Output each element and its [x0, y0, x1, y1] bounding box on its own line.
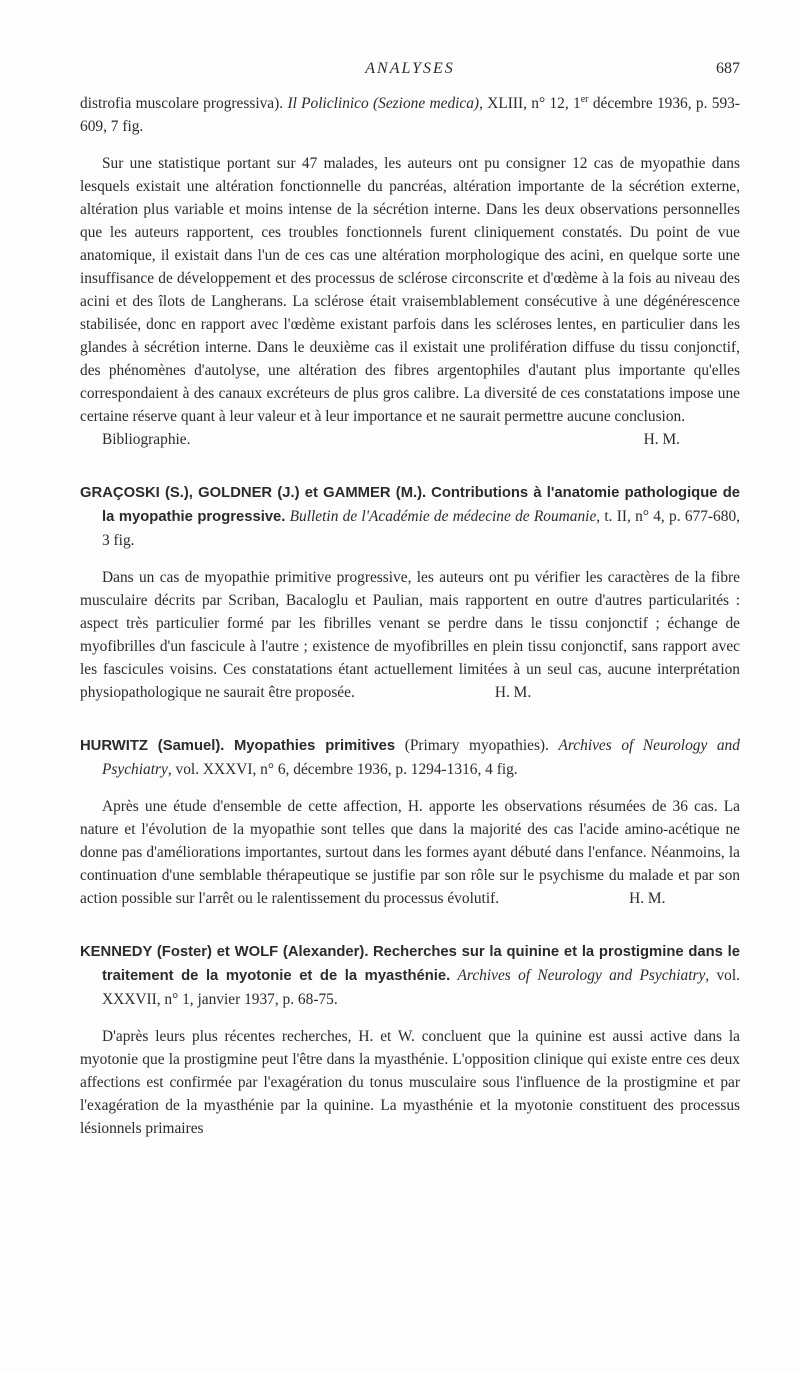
entry-body: D'après leurs plus récentes recherches, H. et W. concluent que la quinine est aussi active dans la myotonie que la prostigmine peut l'être dans la myasthénie. L'opposition clinique qui existe entre ces deux affections est confirmée par l'exagération du tonus musculaire sous l'influence de la prostigmine et par l'exagération de la myasthénie par la quinine. La myasthénie et la myotonie constituent des processus lésionnels primaires [80, 1028, 740, 1137]
ref-superscript: er [580, 93, 589, 105]
signature: H. M. [494, 684, 532, 701]
page-number: 687 [716, 60, 740, 77]
page-content [80, 92, 740, 1140]
entry-subtitle: (Primary myopathies). [404, 737, 549, 754]
continued-reference [80, 92, 740, 138]
ref-text: distrofia muscolare progressiva). [80, 95, 284, 112]
entry-authors: KENNEDY (Foster) et WOLF (Alexander). [80, 944, 369, 960]
entry-body-text: Dans un cas de myopathie primitive progressive, les auteurs ont pu vérifier les caractères de la fibre musculaire décrits par Scriban, Bacaloglu et Paulian, mais rapportent en outre d'autres particularités : aspect très particulier formé par les fibrilles venant se perdre dans le tissu conjonctif ; échange de myofibrilles d'un fascicule à l'autre ; existence de myofibrilles en plein tissu conjonctif, sans rapport avec les fascicules voisins. Ces constatations étant actuellement limitées à un seul cas, aucune interprétation physiopathologique ne saurait être proposée. [80, 569, 740, 701]
ref-details-end: décembre 1936, p. 593-609, 7 fig. [80, 95, 740, 135]
signature: H. M. [643, 431, 680, 448]
journal-name: Il Policlinico [287, 95, 369, 112]
entry-heading [80, 481, 740, 552]
entry-title: Recherches sur la quinine et la prostigmine dans le traitement de la myotonie et de la myasthénie. [102, 944, 740, 984]
ref-details: , XLIII, n° 12, 1 [479, 95, 581, 112]
closing-line [80, 428, 740, 451]
entry-journal: Archives of Neurology and Psychiatry [457, 967, 706, 984]
bibliography-note: Bibliographie. [102, 431, 191, 448]
entry-body [80, 566, 740, 704]
entry-journal: Bulletin de l'Académie de médecine de Roumanie [289, 508, 597, 525]
entry-details: , t. II, n° 4, p. 677-680, 3 fig. [102, 508, 740, 549]
entry-body-text: Après une étude d'ensemble de cette affection, H. apporte les observations résumées de 36 cas. La nature et l'évolution de la myopathie sont telles que dans la majorité des cas l'acide amino-acétique ne donne pas d'améliorations importantes, surtout dans les formes ayant débuté dans l'enfance. Néanmoins, la continuation d'une semblable thérapeutique se justifie par son rôle sur le psychisme du malade et par son action possible sur l'arrêt ou le ralentissement du processus évolutif. [80, 798, 740, 907]
running-title: ANALYSES [365, 60, 455, 77]
abstract-body: Sur une statistique portant sur 47 malades, les auteurs ont pu consigner 12 cas de myopathie dans lesquels existait une altération fonctionnelle du pancréas, altération importante de la sécrétion externe, altération plus variable et moins intense de la sécrétion interne. Dans les deux observations personnelles que les auteurs rapportent, ces troubles fonctionnels furent cliniquement constatés. Du point de vue anatomique, il existait dans l'un de ces cas une altération morphologique des acini, en quelque sorte une insuffisance de développement et des processus de sclérose circonscrite et d'œdème à la fois au niveau des acini et des îlots de Langherans. La sclérose était vraisemblablement consécutive à une dégénérescence stabilisée, donc en rapport avec l'œdème existant parfois dans les scléroses lentes, en particulier dans les glandes à sécrétion interne. Dans le deuxième cas il existait une prolifération diffuse du tissu conjonctif, des phénomènes d'autolyse, une altération des fibres argentophiles d'autant plus importante qu'elles correspondaient à des canaux excréteurs de plus gros calibre. La diversité de ces constatations impose une certaine réserve quant à leur valeur et à leur importance et ne saurait permettre aucune conclusion. [80, 155, 740, 425]
entry-authors: GRAÇOSKI (S.), GOLDNER (J.) et GAMMER (M.). [80, 485, 427, 501]
page-header [80, 60, 740, 84]
entry-body [80, 795, 740, 910]
entry-journal: Archives of Neurology and Psychiatry [102, 737, 740, 778]
entry-details: , vol. XXXVII, n° 1, janvier 1937, p. 68-75. [102, 967, 740, 1008]
entry-heading [80, 734, 740, 781]
entry-title: Contributions à l'anatomie pathologique de la myopathie progressive. [102, 485, 740, 525]
entry-details: , vol. XXXVI, n° 6, décembre 1936, p. 1294-1316, 4 fig. [167, 761, 518, 778]
entry-authors: HURWITZ (Samuel). [80, 738, 225, 754]
journal-section: (Sezione medica) [373, 95, 480, 112]
entry-heading [80, 940, 740, 1011]
entry-title: Myopathies primitives [233, 738, 396, 754]
signature: H. M. [629, 890, 666, 907]
